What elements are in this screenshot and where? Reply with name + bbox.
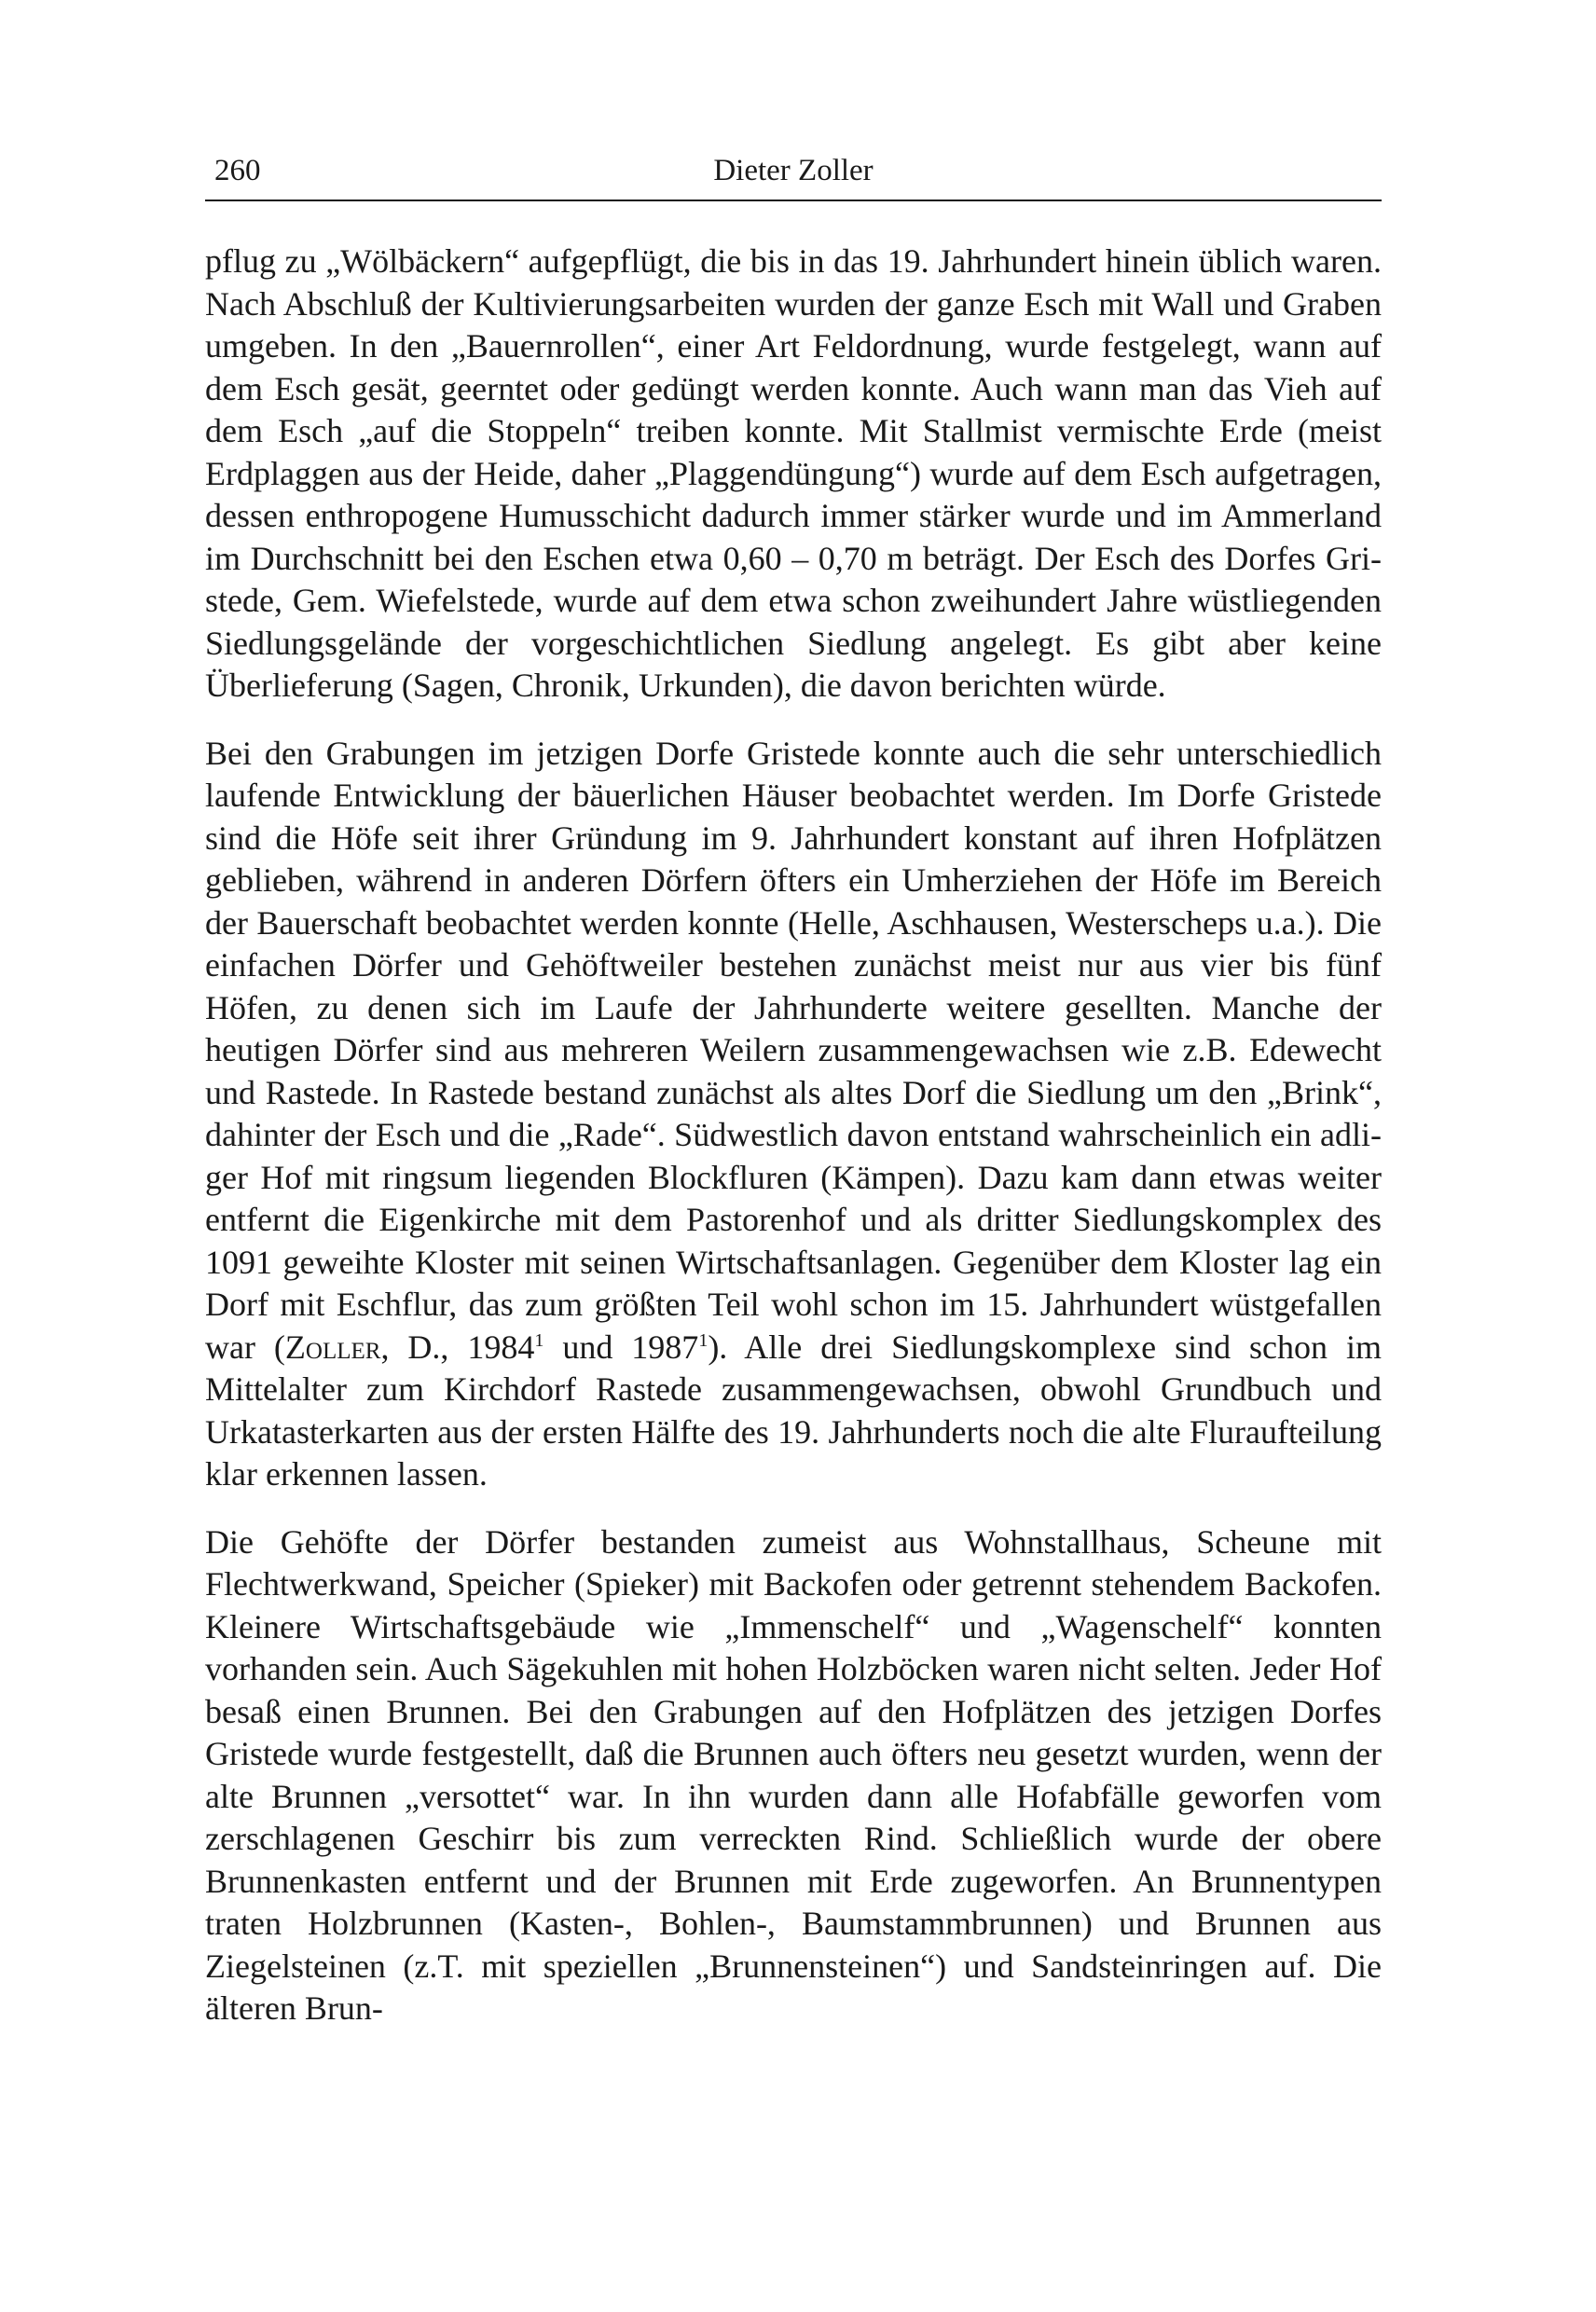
paragraph-2-text-b: , D., 1984	[380, 1328, 535, 1366]
paragraph-3: Die Gehöfte der Dörfer bestanden zumeist aus Wohnstallhaus, Scheune mit Flechtwerkwand, Speicher (Spieker) mit Backofen oder getrennt stehendem Backofen. Kleinere Wirtschaftsgebäude wie „Immenschelf“ und „Wagenschelf“ konnten vorhanden sein. Auch Sägekuhlen mit hohen Holzböcken waren nicht selten. Jeder Hof besaß einen Brunnen. Bei den Grabungen auf den Hofplätzen des jetzigen Dorfes Gristede wurde festgestellt, daß die Brunnen auch öfters neu gesetzt wurden, wenn der alte Brunnen „versottet“ war. In ihn wurden dann alle Hofabfälle geworfen vom zerschlagenen Geschirr bis zum verreckten Rind. Schließlich wurde der obere Brunnenkasten entfernt und der Brunnen mit Erde zugeworfen. An Brunnentypen traten Holzbrunnen (Kasten-, Bohlen-, Baumstammbrunnen) und Brunnen aus Ziegelsteinen (z.T. mit speziellen „Brunnensteinen“) und Sandsteinringen auf. Die älteren Brun-	[205, 1522, 1382, 2027]
page-number: 260	[214, 154, 261, 187]
header-rule	[205, 200, 1382, 201]
paragraph-2-text-c: und 1987	[543, 1328, 699, 1366]
paragraph-2-text-d: ). Alle drei Siedlungskomplexe sind schon im Mittelalter zum Kirchdorf Rastede zusammengewachsen, obwohl Grundbuch und Urkatasterkarten aus der ersten Hälfte des 19. Jahrhunderts noch die alte Fluraufteilung klar erkennen lassen.	[205, 1328, 1383, 1493]
book-page	[205, 149, 1382, 2056]
paragraph-2	[205, 733, 1382, 1496]
running-title: Dieter Zoller	[713, 154, 874, 187]
running-head	[205, 149, 1382, 192]
citation-superscript-2: 1	[698, 1329, 709, 1351]
citation-superscript-1: 1	[534, 1329, 544, 1351]
body-text	[205, 241, 1382, 2030]
paragraph-2-text-a: Bei den Grabungen im jetzigen Dorfe Gristede konnte auch die sehr unterschiedlich laufende Entwicklung der bäuerlichen Häuser beobachtet werden. Im Dorfe Gristede sind die Höfe seit ihrer Gründung im 9. Jahrhundert konstant auf ihren Hofplätzen geblieben, während in anderen Dörfern öfters ein Umherziehen der Höfe im Bereich der Bauerschaft beobachtet werden konnte (Helle, Aschhausen, Westerscheps u.a.). Die einfachen Dörfer und Gehöftweiler bestehen zunächst meist nur aus vier bis fünf Höfen, zu denen sich im Laufe der Jahrhunderte weitere gesellten. Manche der heutigen Dörfer sind aus mehreren Weilern zusammengewachsen wie z.B. Edewecht und Rastede. In Rastede bestand zunächst als altes Dorf die Siedlung um den „Brink“, dahinter der Esch und die „Rade“. Südwestlich davon entstand wahrscheinlich ein adliger Hof mit ringsum liegenden Blockfluren (Kämpen). Dazu kam dann etwas weiter entfernt die Eigenkirche mit dem Pastorenhof und als dritter Siedlungskomplex des 1091 geweihte Kloster mit seinen Wirtschaftsanlagen. Gegenüber dem Kloster lag ein Dorf mit Eschflur, das zum größten Teil wohl schon im 15. Jahrhundert wüstgefallen war (	[205, 734, 1382, 1366]
author-citation-name: Zoller	[284, 1328, 381, 1366]
paragraph-1: pflug zu „Wölbäckern“ aufgepflügt, die bis in das 19. Jahrhundert hinein üblich waren. Nach Abschluß der Kultivierungsarbeiten wurden der ganze Esch mit Wall und Graben umgeben. In den „Bauernrollen“, einer Art Feldordnung, wurde festgelegt, wann auf dem Esch gesät, geerntet oder gedüngt werden konnte. Auch wann man das Vieh auf dem Esch „auf die Stoppeln“ treiben konnte. Mit Stallmist vermischte Erde (meist Erdplaggen aus der Heide, daher „Plaggendüngung“) wurde auf dem Esch aufgetragen, dessen enthropogene Humusschicht dadurch immer stärker wurde und im Ammerland im Durchschnitt bei den Eschen etwa 0,60 – 0,70 m beträgt. Der Esch des Dorfes Gristede, Gem. Wiefelstede, wurde auf dem etwa schon zweihundert Jahre wüstliegenden Siedlungsgelände der vorgeschichtlichen Siedlung angelegt. Es gibt aber keine Überlieferung (Sagen, Chronik, Urkunden), die davon berichten würde.	[205, 242, 1382, 704]
